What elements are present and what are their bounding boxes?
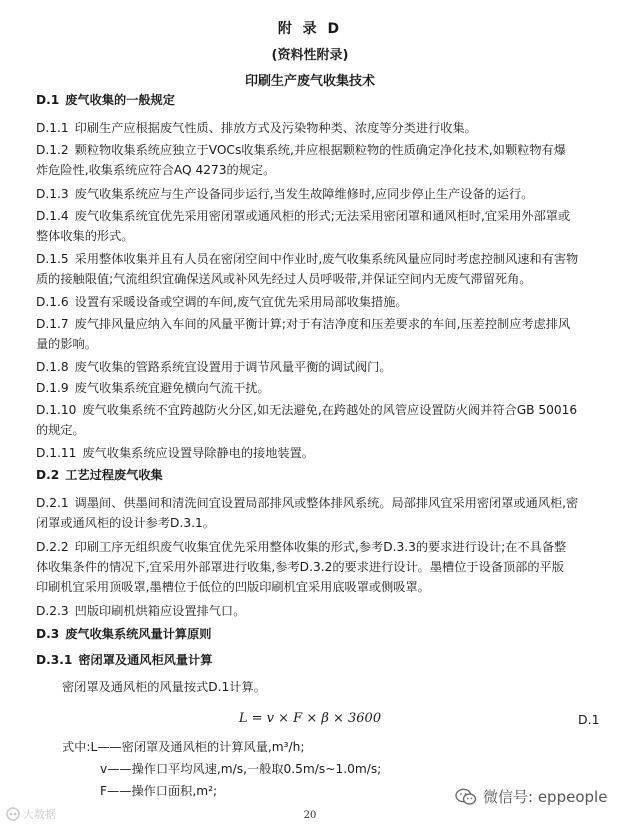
where-line-3: F——操作口面积,m²;	[100, 784, 218, 798]
section-heading-d3: D.3 废气收集系统风量计算原则	[36, 627, 212, 641]
section-heading-d2: D.2 工艺过程废气收集	[36, 468, 163, 482]
clause-d1-7-cont: 量的影响。	[36, 337, 97, 351]
clause-d1-10-cont: 的规定。	[36, 423, 85, 437]
appendix-main-title: 印刷生产废气收集技术	[244, 74, 375, 89]
wechat-icon	[455, 788, 477, 806]
clause-d1-2-cont: 炸危险性,收集系统应符合AQ 4273的规定。	[36, 163, 276, 177]
clause-d1-3: D.1.3 废气收集系统应与生产设备同步运行,当发生故障维修时,应同步停止生产设备的运行。	[36, 187, 534, 201]
clause-d2-2-cont2: 印刷机宜采用顶吸罩,墨槽位于低位的凹版印刷机宜采用底吸罩或侧吸罩。	[36, 580, 430, 594]
clause-d2-1-cont: 闭罩或通风柜的设计参考D.3.1。	[36, 516, 215, 530]
subsection-heading-d3-1: D.3.1 密闭罩及通风柜风量计算	[36, 653, 213, 667]
clause-d1-2: D.1.2 颗粒物收集系统应独立于VOCs收集系统,并应根据颗粒物的性质确定净化技术,如颗粒物有爆	[36, 143, 566, 157]
wechat-watermark: 微信号: eppeople	[455, 786, 607, 807]
section-heading-d1: D.1 废气收集的一般规定	[36, 93, 175, 107]
clause-d1-4: D.1.4 废气收集系统宜优先采用密闭罩或通风柜的形式;无法采用密闭罩和通风柜时,宜采用外部罩或	[36, 209, 571, 223]
where-line-2: v——操作口平均风速,m/s,一般取0.5m/s~1.0m/s;	[100, 762, 382, 776]
clause-d2-2: D.2.2 印刷工序无组织废气收集宜优先采用整体收集的形式,参考D.3.3的要求进行设计;在不具备整	[36, 540, 567, 554]
clause-d1-11: D.1.11 废气收集系统应设置导除静电的接地装置。	[36, 446, 314, 460]
clause-d1-5: D.1.5 采用整体收集并且有人员在密闭空间中作业时,废气收集系统风量应同时考虑控制风速和有害物	[36, 252, 579, 266]
page-number: 20	[303, 810, 317, 821]
clause-d1-9: D.1.9 废气收集系统宜避免横向气流干扰。	[36, 381, 270, 395]
clause-d1-10: D.1.10 废气收集系统不宜跨越防火分区,如无法避免,在跨越处的风管应设置防火阀并符合GB 50016	[36, 403, 578, 417]
formula-number: D.1	[578, 712, 600, 727]
clause-d1-4-cont: 整体收集的形式。	[36, 229, 134, 243]
appendix-subtitle: (资料性附录)	[271, 48, 349, 63]
clause-d1-7: D.1.7 废气排风量应纳入车间的风量平衡计算;对于有洁净度和压差要求的车间,压差控制应考虑排风	[36, 317, 571, 331]
clause-d2-3: D.2.3 凹版印刷机烘箱应设置排气口。	[36, 604, 246, 618]
clause-d1-1: D.1.1 印刷生产应根据废气性质、排放方式及污染物种类、浓度等分类进行收集。	[36, 121, 477, 135]
clause-d1-6: D.1.6 设置有采暖设备或空调的车间,废气宜优先采用局部收集措施。	[36, 295, 408, 309]
clause-d2-2-cont1: 体收集条件的情况下,宜采用外部罩进行收集,参考D.3.2的要求进行设计。墨槽位于设备顶部的平版	[36, 560, 564, 574]
clause-d1-8: D.1.8 废气收集的管路系统宜设置用于调节风量平衡的调试阀门。	[36, 360, 392, 374]
appendix-title: 附 录 D	[277, 21, 343, 37]
formula-intro: 密闭罩及通风柜的风量按式D.1计算。	[62, 680, 266, 694]
clause-d2-1: D.2.1 调墨间、供墨间和清洗间宜设置局部排风或整体排风系统。局部排风宜采用密闭罩或通风柜,密	[36, 496, 579, 510]
clause-d1-5-cont: 质的接触限值;气流组织宜确保送风或补风先经过人员呼吸带,并保证空间内无废气滞留死角。	[36, 272, 532, 286]
where-line-1: 式中:L——密闭罩及通风柜的计算风量,m³/h;	[62, 740, 305, 754]
watermark-left: 大数据	[6, 806, 56, 822]
formula-d1: L = v × F × β × 3600	[238, 711, 382, 726]
